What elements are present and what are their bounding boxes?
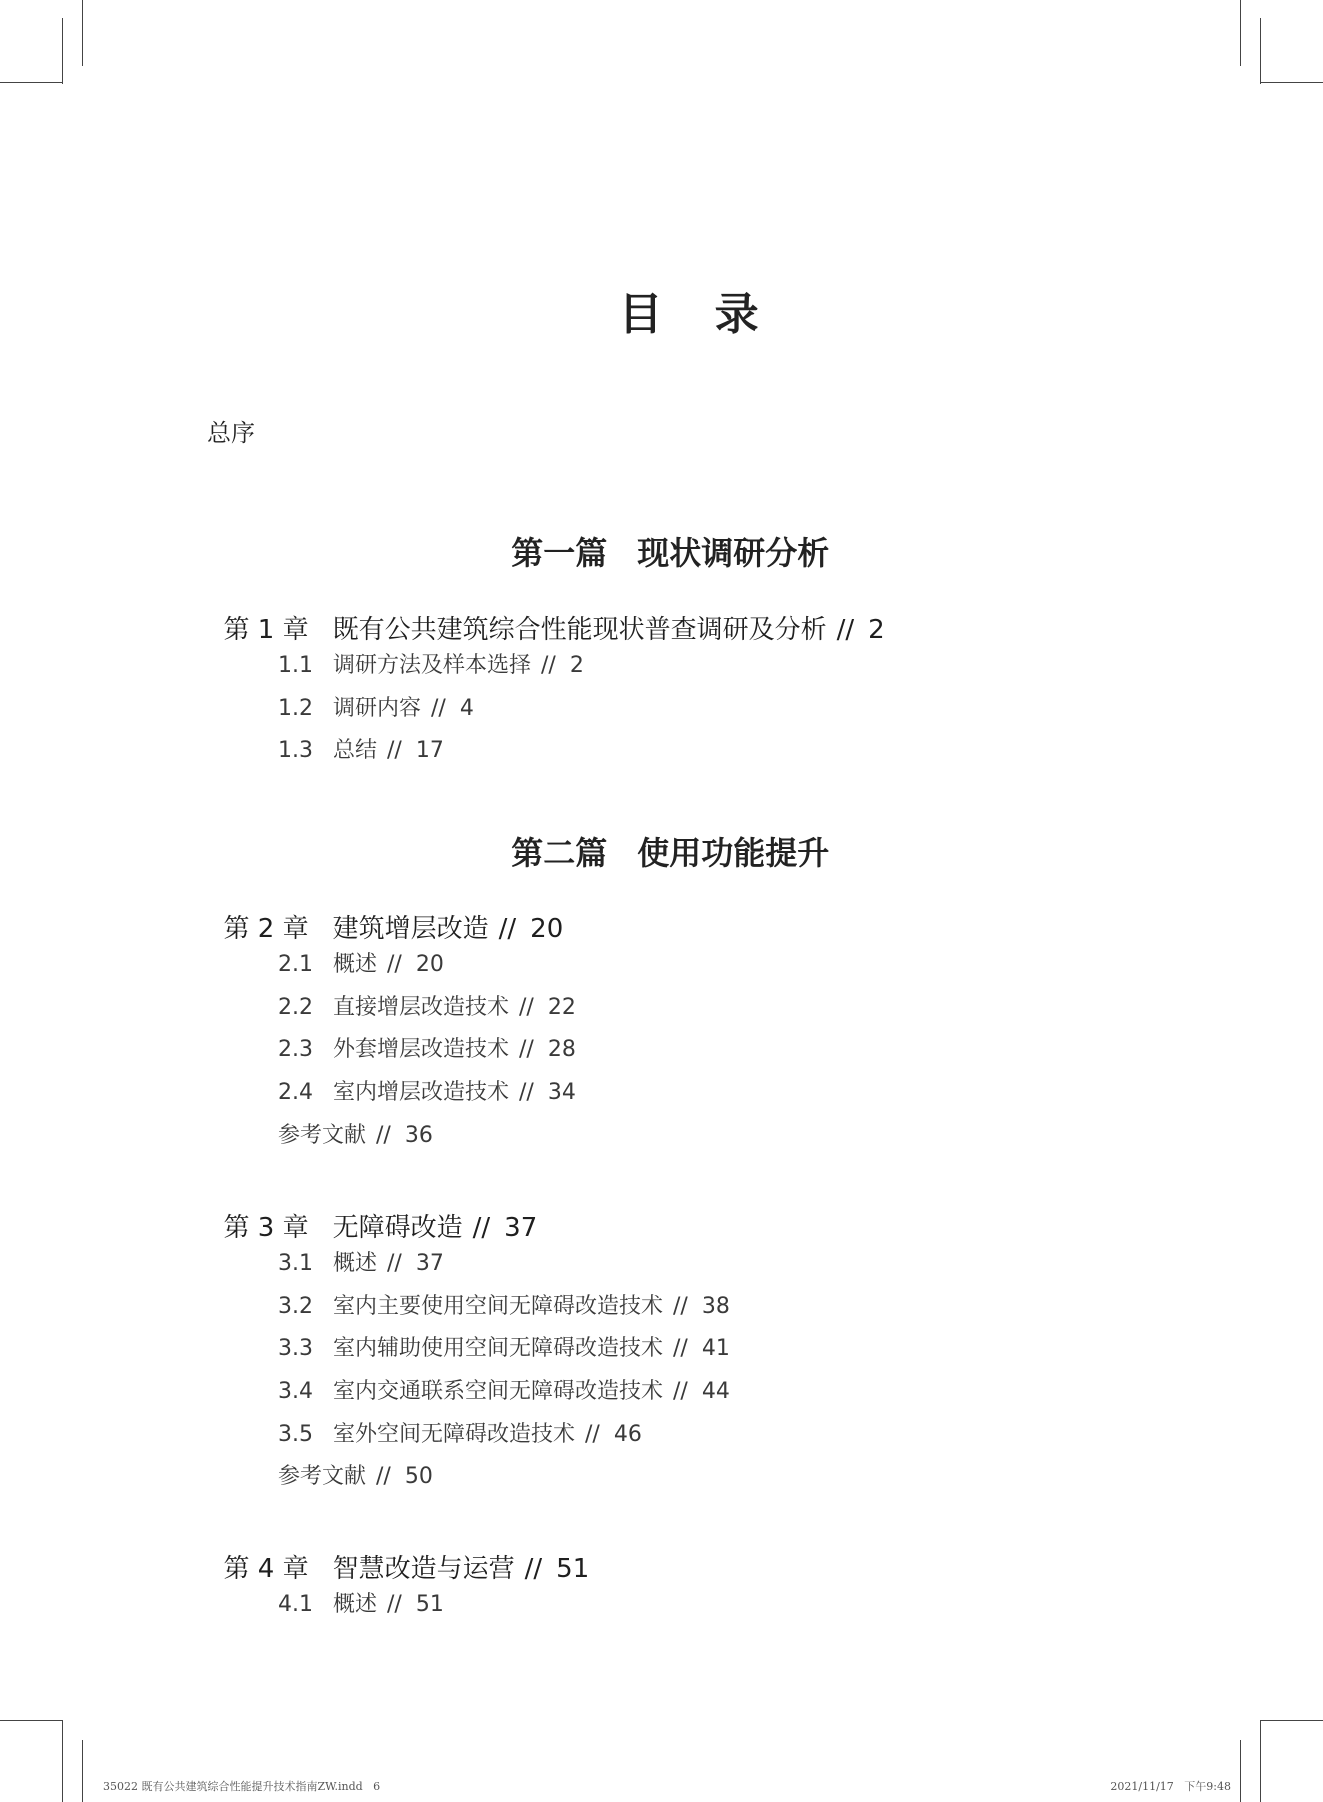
crop-mark: [1240, 0, 1241, 66]
toc-section[interactable]: 3.1 概述 // 37: [278, 1251, 444, 1276]
toc-chapter[interactable]: 第 1 章 既有公共建筑综合性能现状普查调研及分析 // 2: [223, 615, 885, 645]
crop-mark: [1260, 1720, 1323, 1721]
title-char: 录: [714, 289, 759, 340]
crop-mark: [1260, 82, 1323, 83]
title-char: 目: [618, 289, 663, 340]
toc-section[interactable]: 3.4 室内交通联系空间无障碍改造技术 // 44: [278, 1379, 730, 1404]
toc-section[interactable]: 1.3 总结 // 17: [278, 738, 444, 763]
toc-section[interactable]: 2.4 室内增层改造技术 // 34: [278, 1080, 576, 1105]
crop-mark: [62, 18, 63, 84]
part-heading: 第一篇 现状调研分析: [511, 534, 830, 572]
crop-mark: [1240, 1740, 1241, 1802]
toc-section[interactable]: 2.1 概述 // 20: [278, 952, 444, 977]
toc-section[interactable]: 1.1 调研方法及样本选择 // 2: [278, 653, 584, 678]
crop-mark: [0, 82, 62, 83]
crop-mark: [82, 0, 83, 66]
toc-section[interactable]: 4.1 概述 // 51: [278, 1592, 444, 1617]
toc-chapter[interactable]: 第 2 章 建筑增层改造 // 20: [223, 914, 564, 944]
toc-references[interactable]: 参考文献 // 36: [278, 1123, 433, 1148]
crop-mark: [1260, 18, 1261, 84]
crop-mark: [82, 1740, 83, 1802]
crop-mark: [62, 1720, 63, 1802]
toc-preface[interactable]: 总序: [207, 419, 255, 447]
toc-section[interactable]: 2.2 直接增层改造技术 // 22: [278, 995, 576, 1020]
toc-section[interactable]: 3.5 室外空间无障碍改造技术 // 46: [278, 1422, 642, 1447]
crop-mark: [0, 1720, 62, 1721]
page-title: [588, 249, 759, 340]
footer-filename: 35022 既有公共建筑综合性能提升技术指南ZW.indd 6: [103, 1780, 381, 1793]
toc-chapter[interactable]: 第 4 章 智慧改造与运营 // 51: [223, 1554, 590, 1584]
toc-chapter[interactable]: 第 3 章 无障碍改造 // 37: [223, 1213, 538, 1243]
toc-section[interactable]: 1.2 调研内容 // 4: [278, 696, 474, 721]
part-heading: 第二篇 使用功能提升: [511, 834, 830, 872]
toc-references[interactable]: 参考文献 // 50: [278, 1464, 433, 1489]
footer-timestamp: 2021/11/17 下午9:48: [1110, 1780, 1231, 1793]
toc-section[interactable]: 3.3 室内辅助使用空间无障碍改造技术 // 41: [278, 1336, 730, 1361]
toc-section[interactable]: 2.3 外套增层改造技术 // 28: [278, 1037, 576, 1062]
crop-mark: [1260, 1720, 1261, 1802]
toc-section[interactable]: 3.2 室内主要使用空间无障碍改造技术 // 38: [278, 1294, 730, 1319]
